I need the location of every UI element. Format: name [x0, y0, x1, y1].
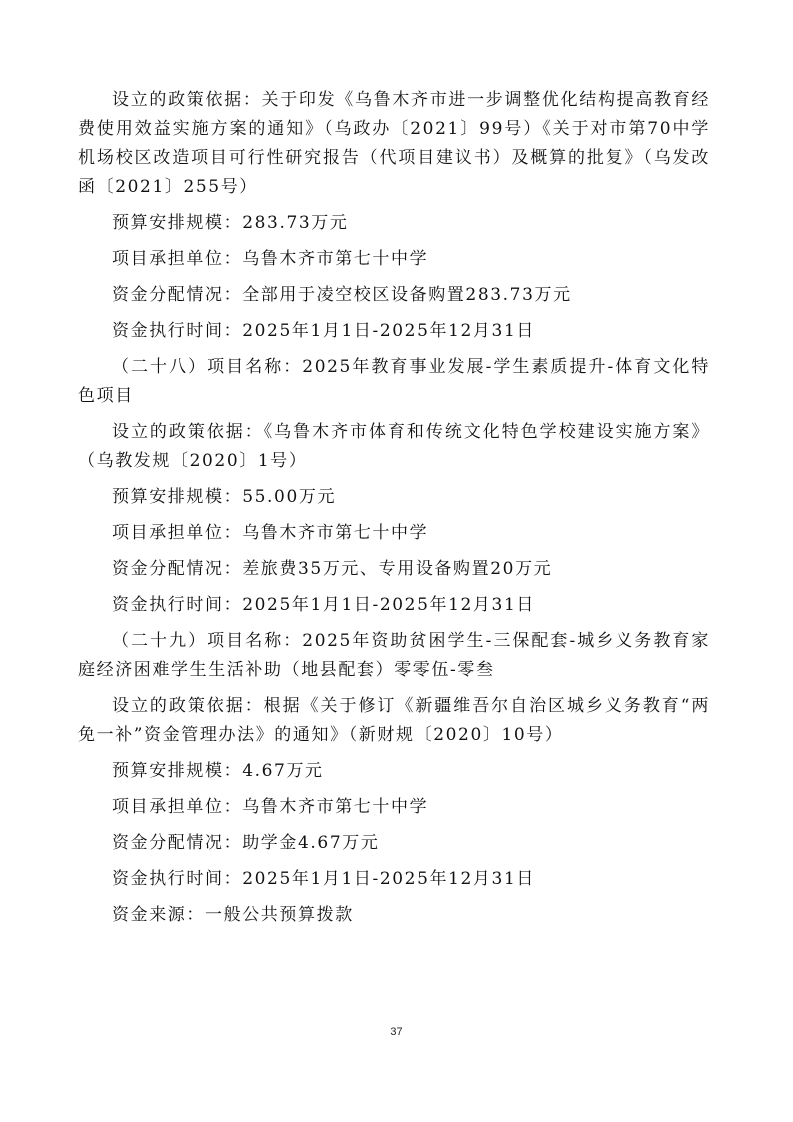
- fund-allocation-paragraph: 资金分配情况：助学金4.67万元: [112, 833, 380, 853]
- page-number: 37: [390, 1026, 403, 1038]
- execution-time-paragraph: 资金执行时间：2025年1月1日-2025年12月31日: [112, 321, 535, 341]
- project-28-title: （二十八）项目名称：2025年教育事业发展-学生素质提升-体育文化特色项目: [78, 357, 710, 406]
- budget-scale-paragraph: 预算安排规模：283.73万元: [112, 213, 349, 233]
- undertaking-unit-paragraph: 项目承担单位：乌鲁木齐市第七十中学: [112, 523, 429, 543]
- fund-allocation-paragraph: 资金分配情况：差旅费35万元、专用设备购置20万元: [112, 559, 553, 579]
- policy-basis-paragraph: 设立的政策依据：根据《关于修订《新疆维吾尔自治区城乡义务教育“两免一补”资金管理办法》的通知》（新财规〔2020〕10号）: [78, 696, 710, 745]
- undertaking-unit-paragraph: 项目承担单位：乌鲁木齐市第七十中学: [112, 797, 429, 817]
- fund-source-paragraph: 资金来源：一般公共预算拨款: [112, 905, 354, 925]
- undertaking-unit-paragraph: 项目承担单位：乌鲁木齐市第七十中学: [112, 249, 429, 269]
- execution-time-paragraph: 资金执行时间：2025年1月1日-2025年12月31日: [112, 595, 535, 615]
- project-29-title: （二十九）项目名称：2025年资助贫困学生-三保配套-城乡义务教育家庭经济困难学生生活补助（地县配套）零零伍-零叁: [78, 631, 710, 680]
- policy-basis-paragraph: 设立的政策依据：《乌鲁木齐市体育和传统文化特色学校建设实施方案》（乌教发规〔2020〕1号）: [78, 422, 710, 471]
- budget-scale-paragraph: 预算安排规模：55.00万元: [112, 487, 337, 507]
- fund-allocation-paragraph: 资金分配情况：全部用于凌空校区设备购置283.73万元: [112, 285, 572, 305]
- execution-time-paragraph: 资金执行时间：2025年1月1日-2025年12月31日: [112, 869, 535, 889]
- budget-scale-paragraph: 预算安排规模：4.67万元: [112, 761, 324, 781]
- policy-basis-paragraph: 设立的政策依据：关于印发《乌鲁木齐市进一步调整优化结构提高教育经费使用效益实施方案的通知》（乌政办〔2021〕99号）《关于对市第70中学机场校区改造项目可行性研究报告（代项目建议书）及概算的批复》（乌发改函〔2021〕255号）: [78, 90, 710, 197]
- page-body: [78, 86, 710, 937]
